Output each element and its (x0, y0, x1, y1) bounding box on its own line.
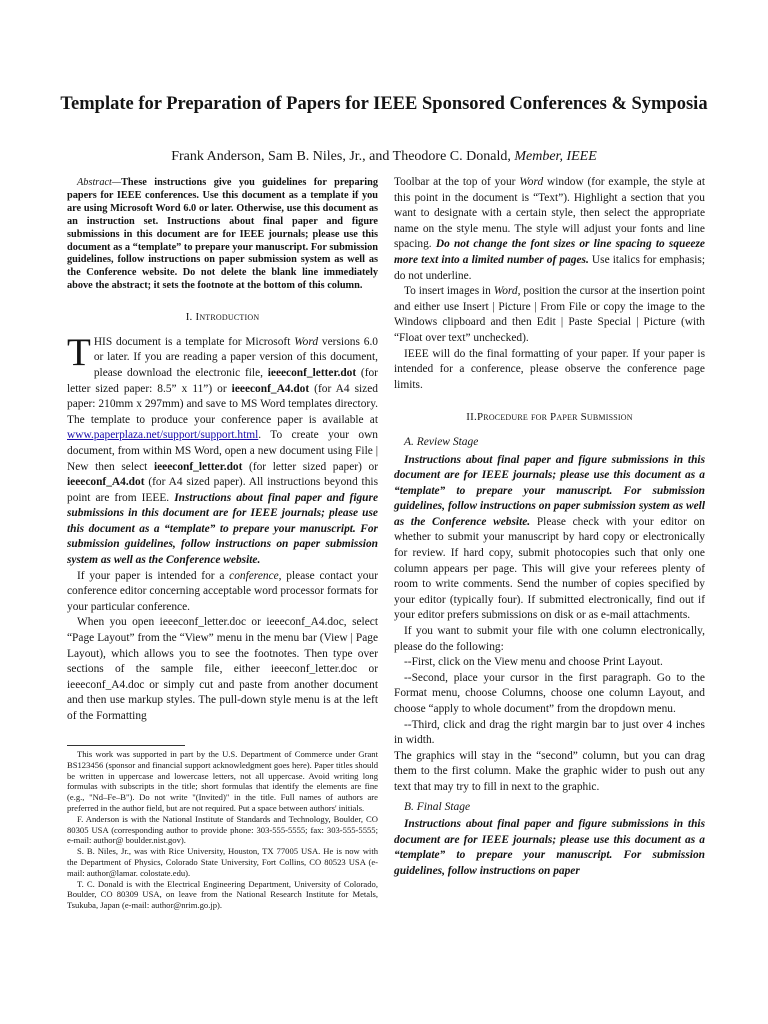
footnote-author-1: F. Anderson is with the National Institute of Standards and Technology, Boulder, CO 80305 USA (corresponding author to provide phone: 303-555-5555; fax: 303-555-5555; e-mail: author@ boulder.nist.gov). (67, 813, 378, 846)
footnote-funding: This work was supported in part by the U.S. Department of Commerce under Grant BS123456 (sponsor and financial support acknowledgment goes here). Paper titles should be written in uppercase and lowercase letters, not all uppercase. Avoid writing long formulas with subscripts in the title; short formulas that identify the elements are fine (e.g., "Nd–Fe–B"). Do not write "(Invited)" in the title. Full names of authors are preferred in the author field, but are not required. Put a space between authors' initials. (67, 749, 378, 813)
review-paragraph-graphics: The graphics will stay in the “second” column, but you can drag them to the first column. Make the graphic wider to push out any text that may try to fill in next to the graphic. (394, 749, 705, 793)
final-formatting-paragraph: IEEE will do the final formatting of your paper. If your paper is intended for a conference, please observe the conference page limits. (394, 347, 705, 391)
footnote-author-3: T. C. Donald is with the Electrical Engineering Department, University of Colorado, Boulder, CO 80309 USA, on leave from the National Research Institute for Metals, Tsukuba, Japan (e-mail: author@nrim.go.jp). (67, 878, 378, 911)
review-step-1: --First, click on the View menu and choose Print Layout. (404, 656, 663, 669)
author-line (60, 148, 708, 166)
abstract-lead: Abstract (77, 177, 112, 188)
formatting-paragraph: Toolbar at the top of your Word window (for example, the style at this point in the document is “Text”). Highlight a section that you want to designate with a certain style, then select the appropriate name on the style menu. The style will adjust your fonts and line spacing. Do not change the font sizes or line spacing to squeeze more text into a limited number of pages. Use italics for emphasis; do not underline. (394, 176, 705, 282)
section-heading-introduction: I. Introduction (185, 311, 260, 324)
template-file-letter: ieeeconf_letter.dot (267, 366, 357, 379)
paper-title: Template for Preparation of Papers for IEEE Sponsored Conferences & Symposia (60, 94, 708, 114)
subsection-heading-final: B. Final Stage (404, 800, 471, 813)
abstract-text: These instructions give you guidelines for preparing papers for IEEE conferences. Use this document as a template if you are using Microsoft Word 6.0 or later. Otherwise, use this document as an instruction set. Instructions about final paper and figure submissions in this document are for IEEE journals; please use this document as a “template” to prepare your manuscript. For submission guidelines, follow instructions on paper submission system as well as the Conference website. Do not delete the blank line immediately above the abstract; it sets the footnote at the bottom of this column. (67, 177, 378, 292)
support-link[interactable]: www.paperplaza.net/support/support.html (67, 429, 259, 442)
abstract: Abstract—These instructions give you guidelines for preparing papers for IEEE conferences. Use this document as a template if you are using Microsoft Word 6.0 or later. Otherwise, use this document as an instruction set. Instructions about final paper and figure submissions in this document are for IEEE journals; please use this document as a “template” to prepare your manuscript. For submission guidelines, follow instructions on paper submission system as well as the Conference website. Do not delete the blank line immediately above the abstract; it sets the footnote at the bottom of this column. (67, 177, 378, 292)
final-stage-paragraph: Instructions about final paper and figure submissions in this document are for IEEE journals; please use this document as a “template” to prepare your manuscript. For submission guidelines, follow instructions on paper (394, 818, 705, 877)
intro-paragraph-2: If your paper is intended for a conference, please contact your conference editor concerning acceptable word processor formats for your particular conference. (67, 569, 378, 613)
review-paragraph-1: Instructions about final paper and figure submissions in this document are for IEEE journals; please use this document as a “template” to prepare your manuscript. For submission guidelines, follow instructions on paper submission system as well as the Conference website. Please check with your editor on whether to submit your manuscript by hard copy or electronically for review. If hard copy, submit photocopies such that only one column appears per page. This will give your referees plenty of room to write comments. Send the number of copies specified by your editor (typically four). If submitted electronically, find out if your editor prefers submissions on disk or as e-mail attachments. (394, 453, 705, 622)
subsection-heading-review: A. Review Stage (404, 435, 479, 448)
left-column (67, 177, 378, 725)
footnote-author-2: S. B. Niles, Jr., was with Rice University, Houston, TX 77005 USA. He is now with the Department of Physics, Colorado State University, Fort Collins, CO 80523 USA (e-mail: author@lamar. colostate.edu). (67, 846, 378, 878)
review-step-2: --Second, place your cursor in the first paragraph. Go to the Format menu, choose Columns, choose one column Layout, and choose “apply to whole document” from the dropdown menu. (394, 671, 705, 715)
template-file-a4: ieeeconf_A4.dot (231, 382, 310, 395)
footnote-divider (67, 745, 185, 746)
review-paragraph-2: If you want to submit your file with one column electronically, please do the following: (394, 625, 705, 653)
insert-images-paragraph: To insert images in Word, position the cursor at the insertion point and either use Insert | Picture | From File or copy the image to the Windows clipboard and then Edit | Paste Special | Picture (with “Float over text” unchecked). (394, 285, 705, 344)
right-column (394, 175, 705, 880)
review-step-3: --Third, click and drag the right margin bar to just over 4 inches in width. (394, 718, 705, 747)
author-names: Frank Anderson, Sam B. Niles, Jr., and Theodore C. Donald, (171, 149, 511, 164)
drop-cap: T (67, 330, 91, 374)
author-membership: Member, IEEE (514, 149, 597, 164)
submission-instructions: Instructions about final paper and figure submissions in this document are for IEEE journals; please use this document as a “template” to prepare your manuscript. For submission guidelines, follow instructions on paper submission system as well as the Conference website. (67, 491, 379, 567)
font-size-warning: Do not change the font sizes or line spacing to squeeze more text into a limited number of pages. (394, 238, 705, 266)
footnotes (67, 749, 378, 911)
intro-paragraph-1: THIS document is a template for Microsoft Word versions 6.0 or later. If you are reading a paper version of this document, please download the electronic file, ieeeconf_letter.dot (for letter sized paper: 8.5” x 11”) or ieeeconf_A4.dot (for A4 sized paper: 210mm x 297mm) and save to MS Word templates directory. The template to produce your conference paper is available at www.paperplaza.net/support/support.html. To create your own document, from within MS Word, open a new document using File | New then select ieeeconf_letter.dot (for letter sized paper) or ieeeconf_A4.dot (for A4 sized paper). All instructions beyond this point are from IEEE. Instructions about final paper and figure submissions in this document are for IEEE journals; please use this document as a “template” to prepare your manuscript. For submission guidelines, follow instructions on paper submission system as well as the Conference website. (67, 330, 379, 567)
intro-paragraph-3: When you open ieeeconf_letter.doc or ieeeconf_A4.doc, select “Page Layout” from the “View” menu in the menu bar (View | Page Layout), which allows you to see the footnotes. Then type over sections of the sample file, either ieeeconf_letter.doc or ieeeconf_A4.doc or simply cut and paste from another document and then use markup styles. The pull-down style menu is at the left of the Formatting (67, 616, 378, 722)
section-heading-procedure: II.Procedure for Paper Submission (466, 411, 633, 424)
